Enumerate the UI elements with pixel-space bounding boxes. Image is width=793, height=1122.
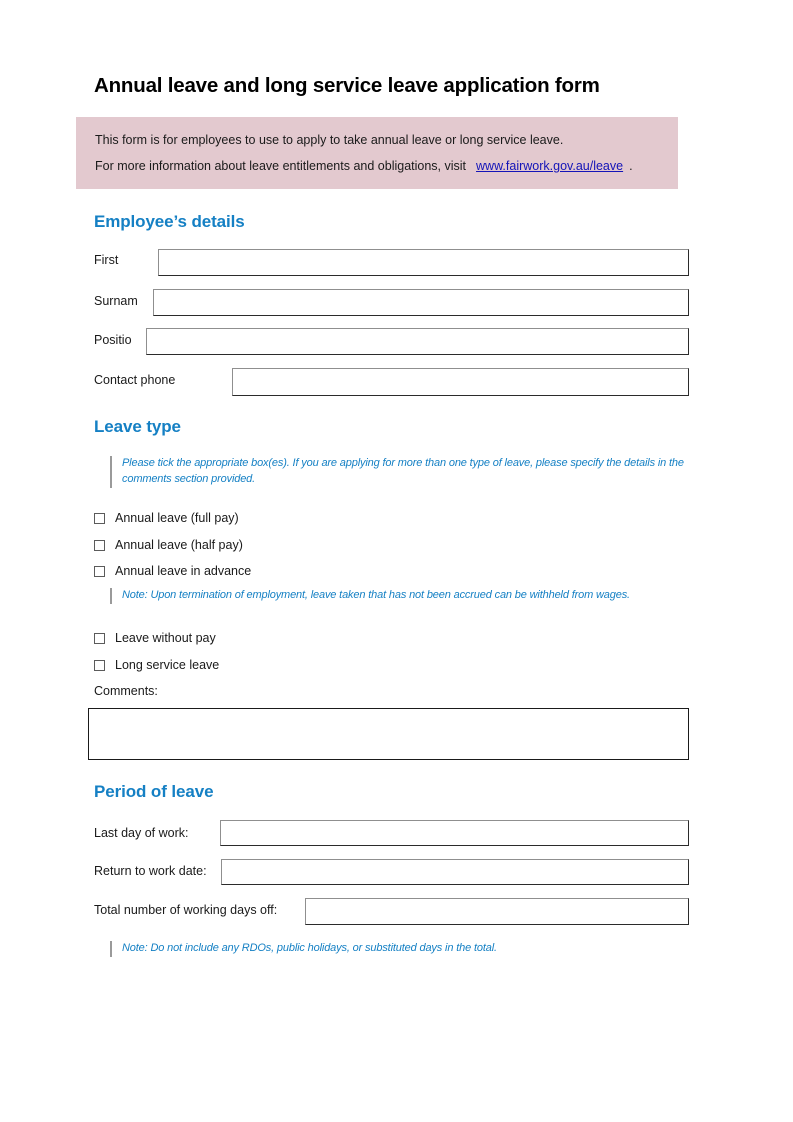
checkbox-icon[interactable] — [94, 513, 105, 524]
page-title: Annual leave and long service leave application form — [94, 74, 600, 97]
last-day-of-work-input[interactable] — [220, 820, 689, 846]
first-name-input[interactable] — [158, 249, 689, 276]
contact-phone-label: Contact phone — [94, 373, 176, 387]
checkbox-label-long-service-leave: Long service leave — [115, 658, 220, 672]
checkbox-icon[interactable] — [94, 633, 105, 644]
contact-phone-input[interactable] — [232, 368, 689, 396]
checkbox-icon[interactable] — [94, 540, 105, 551]
checkbox-row-long-service-leave[interactable] — [94, 658, 219, 672]
surname-input[interactable] — [153, 289, 689, 316]
advance-leave-note-block — [110, 588, 695, 604]
position-input[interactable] — [146, 328, 689, 355]
checkbox-icon[interactable] — [94, 566, 105, 577]
checkbox-row-leave-without-pay[interactable] — [94, 631, 216, 645]
checkbox-label-leave-without-pay: Leave without pay — [115, 631, 216, 645]
intro-line-2 — [95, 159, 633, 173]
intro-banner — [76, 117, 678, 189]
surname-label: Surnam — [94, 294, 138, 308]
advance-leave-note-text: Note: Upon termination of employment, leave taken that has not been accrued can be withheld from wages. — [122, 589, 630, 601]
section-heading-employee-details: Employee’s details — [94, 212, 245, 231]
checkbox-label-annual-leave-in-advance: Annual leave in advance — [115, 564, 252, 578]
total-days-note-block — [110, 941, 670, 957]
intro-line-1: This form is for employees to use to apply to take annual leave or long service leave. — [95, 133, 564, 147]
checkbox-label-annual-leave-full-pay: Annual leave (full pay) — [115, 511, 239, 525]
comments-label: Comments: — [94, 684, 158, 698]
last-day-of-work-label: Last day of work: — [94, 826, 189, 840]
section-heading-period-of-leave: Period of leave — [94, 782, 214, 801]
fairwork-leave-link[interactable]: www.fairwork.gov.au/leave — [476, 159, 624, 173]
position-label: Positio — [94, 333, 132, 347]
comments-textarea[interactable] — [88, 708, 689, 760]
return-to-work-date-input[interactable] — [221, 859, 689, 885]
checkbox-row-annual-leave-full-pay[interactable] — [94, 511, 239, 525]
total-days-note-text: Note: Do not include any RDOs, public holidays, or substituted days in the total. — [122, 942, 497, 954]
total-working-days-off-input[interactable] — [305, 898, 689, 925]
return-to-work-date-label: Return to work date: — [94, 864, 207, 878]
leave-type-instruction-block — [110, 456, 690, 488]
first-name-label: First — [94, 253, 119, 267]
total-working-days-off-label: Total number of working days off: — [94, 903, 278, 917]
checkbox-icon[interactable] — [94, 660, 105, 671]
section-heading-leave-type: Leave type — [94, 417, 181, 436]
intro-line-2-period: . — [629, 159, 633, 173]
leave-type-instruction-text: Please tick the appropriate box(es). If you are applying for more than one type of leave, please specify the details in the comments section provided. — [122, 457, 684, 485]
intro-line-2-text: For more information about leave entitlements and obligations, visit — [95, 159, 467, 173]
checkbox-row-annual-leave-half-pay[interactable] — [94, 538, 243, 552]
checkbox-label-annual-leave-half-pay: Annual leave (half pay) — [115, 538, 243, 552]
checkbox-row-annual-leave-in-advance[interactable] — [94, 564, 251, 578]
